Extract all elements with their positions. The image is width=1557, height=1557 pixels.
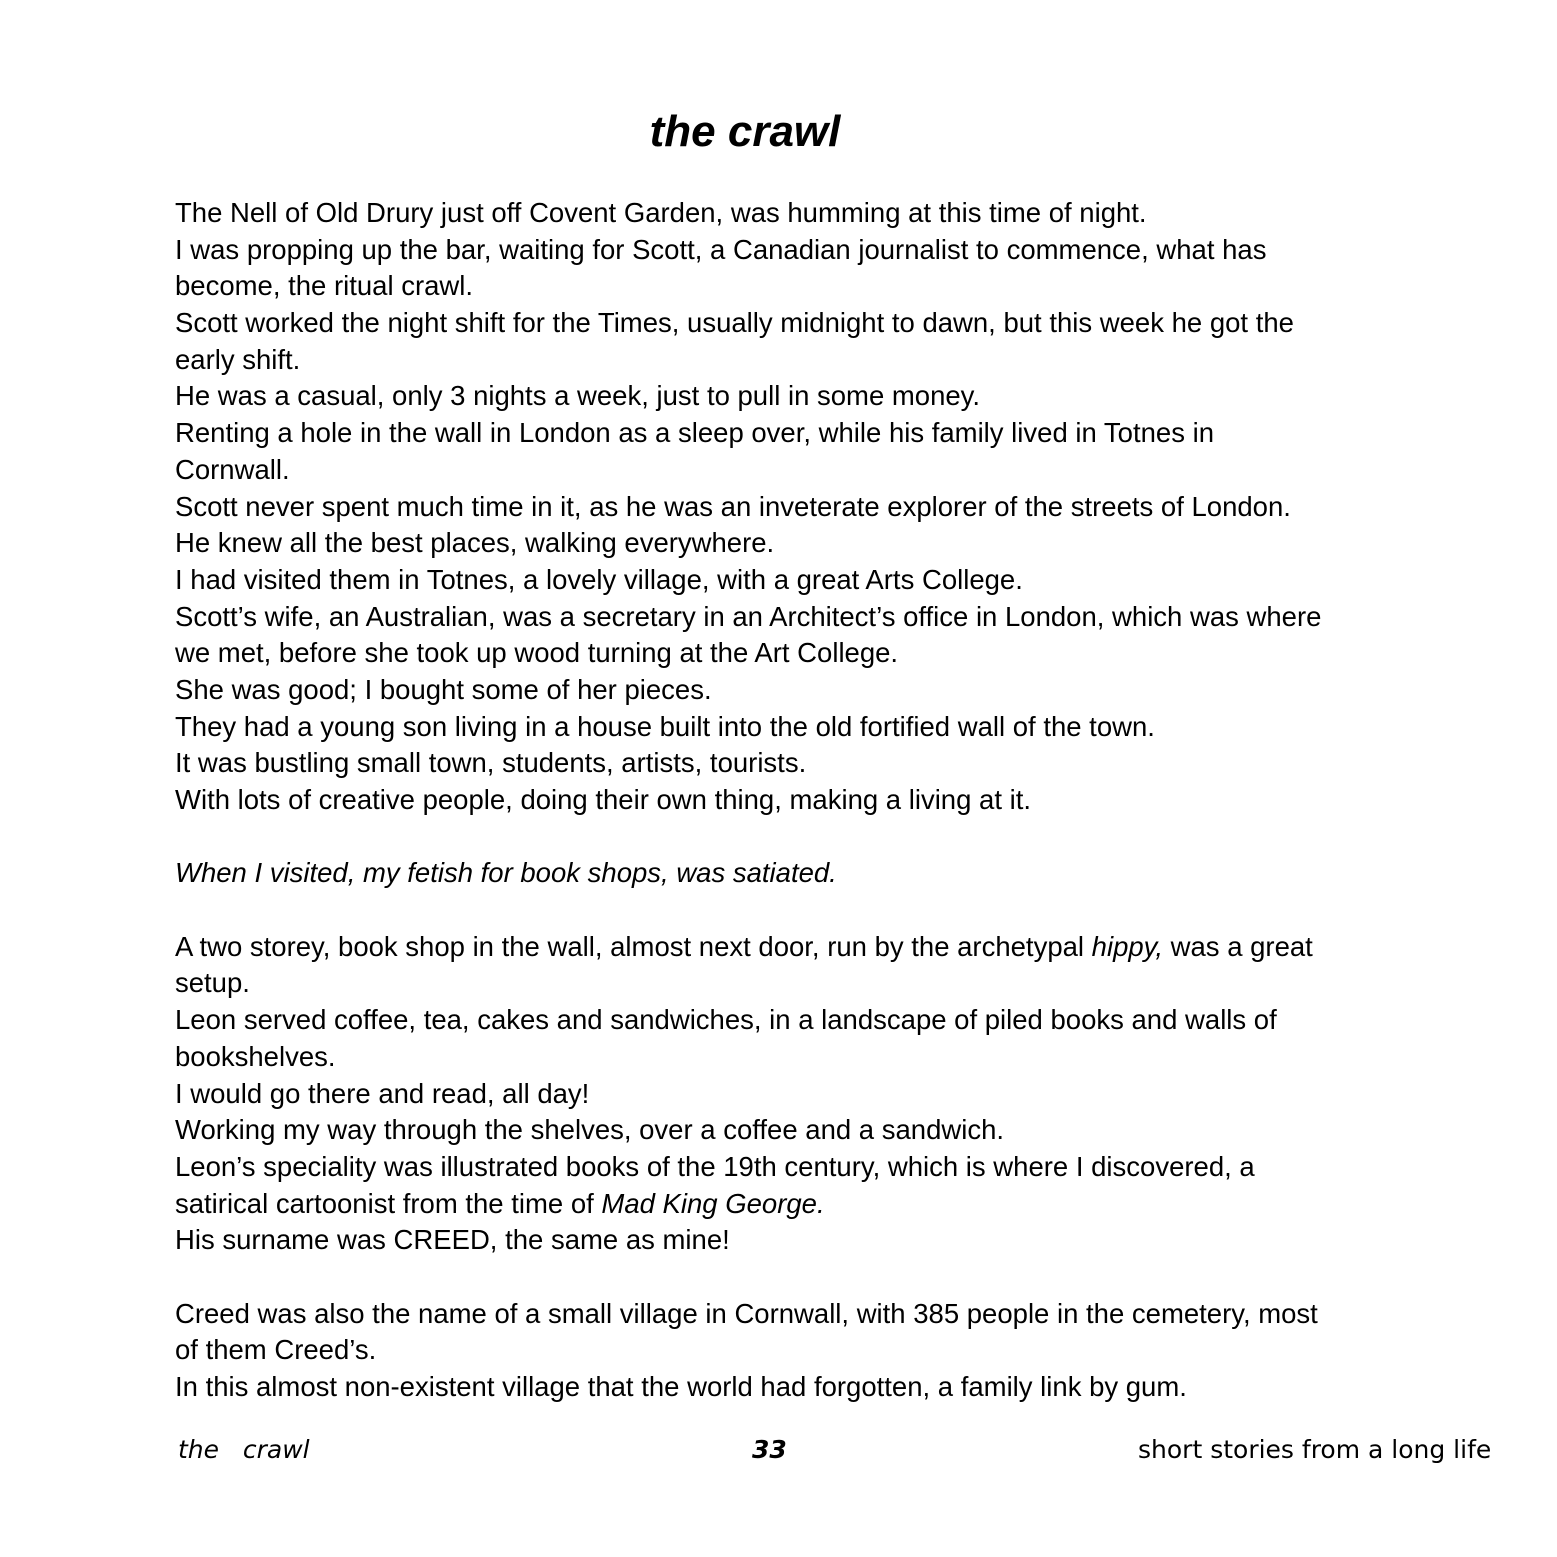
paragraph-line (175, 929, 1475, 966)
paragraph-line: become, the ritual crawl. (175, 270, 474, 302)
paragraph-spacer (175, 892, 1475, 929)
footer-book-title: short stories from a long life (1138, 1435, 1492, 1464)
paragraph-line: Scott worked the night shift for the Times, usually midnight to dawn, but this week he got the (175, 307, 1294, 339)
page-title: the crawl (649, 107, 841, 156)
paragraph-line: Cornwall. (175, 453, 290, 485)
paragraph-line: The Nell of Old Drury just off Covent Garden, was humming at this time of night. (175, 197, 1147, 228)
paragraph-line: bookshelves. (175, 1040, 336, 1072)
paragraph-line: His surname was CREED, the same as mine! (175, 1224, 730, 1256)
paragraph-line: we met, before she took up wood turning at the Art College. (175, 637, 899, 669)
paragraph-line: They had a young son living in a house built into the old fortified wall of the town. (175, 710, 1155, 742)
paragraph-line: Leon served coffee, tea, cakes and sandwiches, in a landscape of piled books and walls of (175, 1004, 1277, 1036)
paragraph-line: He was a casual, only 3 nights a week, just to pull in some money. (175, 380, 981, 412)
paragraph-line: Scott never spent much time in it, as he was an inveterate explorer of the streets of London. (175, 490, 1291, 522)
paragraph-line: In this almost non-existent village that the world had forgotten, a family link by gum. (175, 1371, 1187, 1402)
paragraph-line: I had visited them in Totnes, a lovely village, with a great Arts College. (175, 563, 1023, 595)
paragraph-line: Leon’s speciality was illustrated books of the 19th century, which is where I discovered, a (175, 1150, 1255, 1182)
paragraph-line: of them Creed’s. (175, 1334, 377, 1366)
paragraph-line: He knew all the best places, walking everywhere. (175, 527, 775, 559)
paragraph-line: setup. (175, 967, 250, 999)
paragraph-line: Scott’s wife, an Australian, was a secretary in an Architect’s office in London, which was where (175, 600, 1322, 632)
footer-story-title: the crawl (178, 1435, 310, 1464)
line-text: was a great (1163, 930, 1313, 962)
paragraph-line: I would go there and read, all day! (175, 1077, 590, 1109)
italic-line: When I visited, my fetish for book shops, was satiated. (175, 857, 837, 889)
paragraph-line: She was good; I bought some of her pieces. (175, 673, 712, 705)
paragraph-line: I was propping up the bar, waiting for Scott, a Canadian journalist to commence, what has (175, 233, 1267, 265)
paragraph-line (175, 1186, 1475, 1223)
page-number: 33 (752, 1435, 787, 1464)
paragraph-line: With lots of creative people, doing their own thing, making a living at it. (175, 784, 1032, 815)
italic-word: hippy, (1091, 930, 1164, 962)
paragraph-line: Working my way through the shelves, over a coffee and a sandwich. (175, 1114, 1005, 1146)
paragraph-line: Renting a hole in the wall in London as a sleep over, while his family lived in Totnes in (175, 417, 1214, 449)
paragraph-line: It was bustling small town, students, artists, tourists. (175, 747, 807, 779)
line-text: A two storey, book shop in the wall, almost next door, run by the archetypal (175, 930, 1092, 962)
italic-phrase: Mad King George. (601, 1187, 825, 1219)
paragraph-spacer (175, 1259, 1475, 1296)
paragraph-line: Creed was also the name of a small village in Cornwall, with 385 people in the cemetery, most (175, 1297, 1318, 1329)
line-text: satirical cartoonist from the time of (175, 1187, 602, 1219)
paragraph-spacer (175, 819, 1475, 856)
paragraph-line: early shift. (175, 343, 301, 375)
story-body (175, 195, 1475, 1406)
